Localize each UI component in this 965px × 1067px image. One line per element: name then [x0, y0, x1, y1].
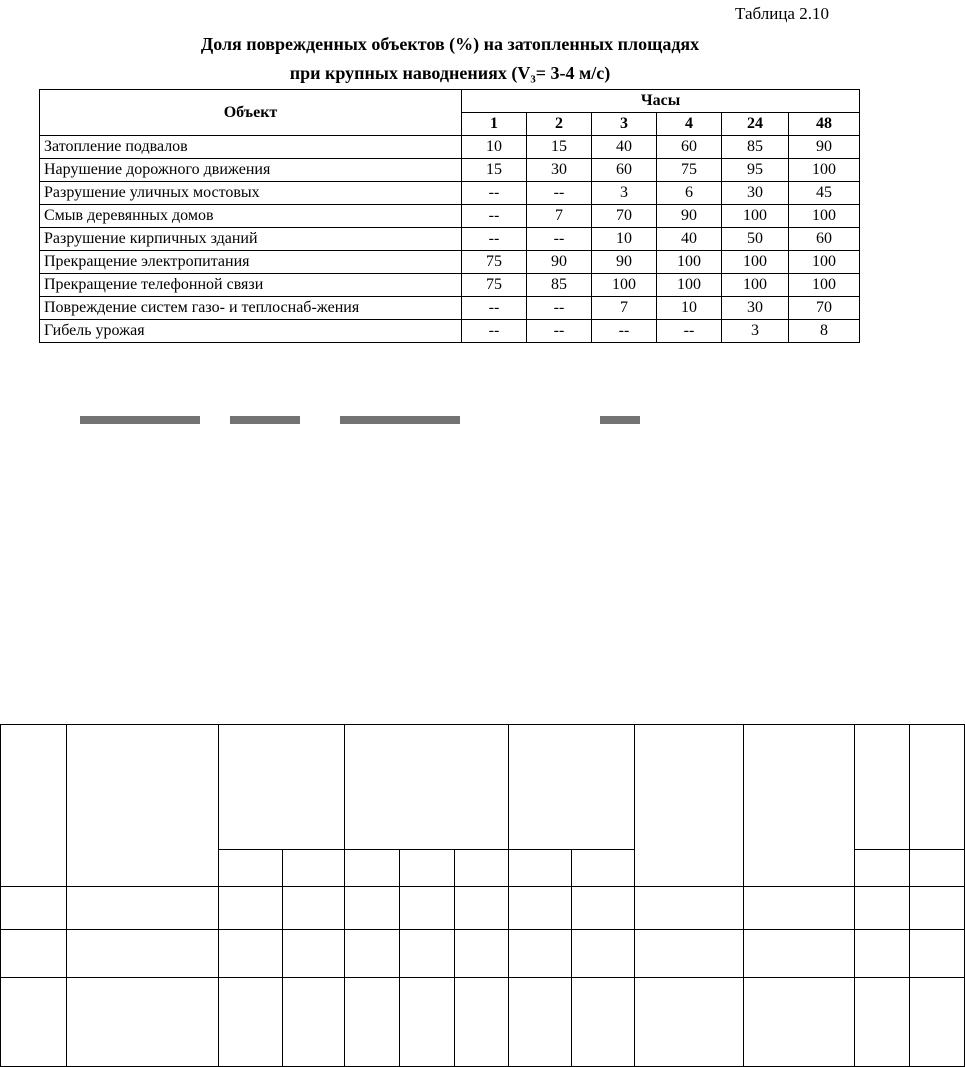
- table-row: [40, 159, 860, 182]
- hours-header: Часы: [462, 90, 860, 113]
- grid-line: [218, 724, 219, 1066]
- table-row: [40, 297, 860, 320]
- table-row: [40, 136, 860, 159]
- value-cell: 50: [722, 228, 789, 251]
- grid-line: [0, 977, 964, 978]
- value-cell: 60: [789, 228, 860, 251]
- object-name: Разрушение уличных мостовых: [40, 182, 462, 205]
- value-cell: 100: [789, 251, 860, 274]
- value-cell: 90: [789, 136, 860, 159]
- value-cell: 85: [527, 274, 592, 297]
- value-cell: --: [462, 228, 527, 251]
- hour-3: 3: [592, 113, 657, 136]
- value-cell: 7: [527, 205, 592, 228]
- table-row: [40, 228, 860, 251]
- grid-line: [344, 724, 345, 1066]
- grid-line: [909, 724, 910, 1066]
- value-cell: 100: [789, 205, 860, 228]
- object-name: Повреждение систем газо- и теплоснаб-жения: [40, 297, 462, 320]
- damage-table: [39, 89, 860, 343]
- value-cell: 7: [592, 297, 657, 320]
- cut-off-text-line: [80, 414, 860, 424]
- object-name: Гибель урожая: [40, 320, 462, 343]
- value-cell: 70: [592, 205, 657, 228]
- value-cell: 10: [462, 136, 527, 159]
- value-cell: 6: [657, 182, 722, 205]
- grid-line: [571, 849, 572, 1066]
- value-cell: 100: [592, 274, 657, 297]
- value-cell: 85: [722, 136, 789, 159]
- object-name: Нарушение дорожного движения: [40, 159, 462, 182]
- table-row: [40, 205, 860, 228]
- value-cell: 75: [657, 159, 722, 182]
- object-name: Затопление подвалов: [40, 136, 462, 159]
- table-title-line-1: Доля поврежденных объектов (%) на затопленных площадях: [200, 34, 700, 54]
- grid-line: [282, 849, 283, 1066]
- value-cell: 100: [722, 205, 789, 228]
- hour-2: 2: [527, 113, 592, 136]
- value-cell: 15: [527, 136, 592, 159]
- object-name: Прекращение телефонной связи: [40, 274, 462, 297]
- object-name: Разрушение кирпичных зданий: [40, 228, 462, 251]
- grid-line: [0, 886, 964, 887]
- value-cell: 40: [592, 136, 657, 159]
- grid-line: [508, 724, 509, 1066]
- value-cell: --: [462, 320, 527, 343]
- value-cell: 100: [789, 274, 860, 297]
- value-cell: 70: [789, 297, 860, 320]
- value-cell: 30: [722, 182, 789, 205]
- value-cell: 60: [657, 136, 722, 159]
- value-cell: 3: [722, 320, 789, 343]
- value-cell: 15: [462, 159, 527, 182]
- value-cell: 30: [527, 159, 592, 182]
- hour-1: 1: [462, 113, 527, 136]
- value-cell: 10: [657, 297, 722, 320]
- value-cell: --: [462, 182, 527, 205]
- value-cell: 75: [462, 274, 527, 297]
- hour-4: 4: [657, 113, 722, 136]
- table-row: [40, 182, 860, 205]
- object-name: Смыв деревянных домов: [40, 205, 462, 228]
- table-caption: Таблица 2.10: [735, 4, 829, 23]
- value-cell: 100: [722, 274, 789, 297]
- grid-line: [854, 724, 855, 1066]
- table-row: [40, 251, 860, 274]
- value-cell: 100: [657, 274, 722, 297]
- value-cell: 45: [789, 182, 860, 205]
- value-cell: 10: [592, 228, 657, 251]
- value-cell: 100: [722, 251, 789, 274]
- object-name: Прекращение электропитания: [40, 251, 462, 274]
- value-cell: 100: [789, 159, 860, 182]
- value-cell: 75: [462, 251, 527, 274]
- value-cell: 100: [657, 251, 722, 274]
- value-cell: --: [462, 297, 527, 320]
- grid-line: [399, 849, 400, 1066]
- hour-48: 48: [789, 113, 860, 136]
- value-cell: --: [527, 297, 592, 320]
- grid-line: [854, 849, 964, 850]
- value-cell: 95: [722, 159, 789, 182]
- grid-line: [743, 724, 744, 1066]
- value-cell: 60: [592, 159, 657, 182]
- value-cell: --: [657, 320, 722, 343]
- value-cell: 90: [527, 251, 592, 274]
- hour-24: 24: [722, 113, 789, 136]
- value-cell: --: [527, 228, 592, 251]
- value-cell: 8: [789, 320, 860, 343]
- grid-line: [0, 724, 1, 1066]
- value-cell: 40: [657, 228, 722, 251]
- table-row: [40, 274, 860, 297]
- grid-line: [634, 724, 635, 1066]
- grid-line: [66, 724, 67, 1066]
- value-cell: --: [527, 182, 592, 205]
- value-cell: 90: [592, 251, 657, 274]
- table-title-line-2: при крупных наводнениях (V₃= 3-4 м/с): [289, 63, 611, 83]
- value-cell: 30: [722, 297, 789, 320]
- value-cell: --: [462, 205, 527, 228]
- value-cell: --: [527, 320, 592, 343]
- grid-line: [0, 929, 964, 930]
- object-header: Объект: [40, 90, 462, 136]
- grid-line: [454, 849, 455, 1066]
- table-row: [40, 320, 860, 343]
- value-cell: --: [592, 320, 657, 343]
- value-cell: 3: [592, 182, 657, 205]
- grid-line: [0, 724, 964, 725]
- value-cell: 90: [657, 205, 722, 228]
- grid-line: [218, 849, 634, 850]
